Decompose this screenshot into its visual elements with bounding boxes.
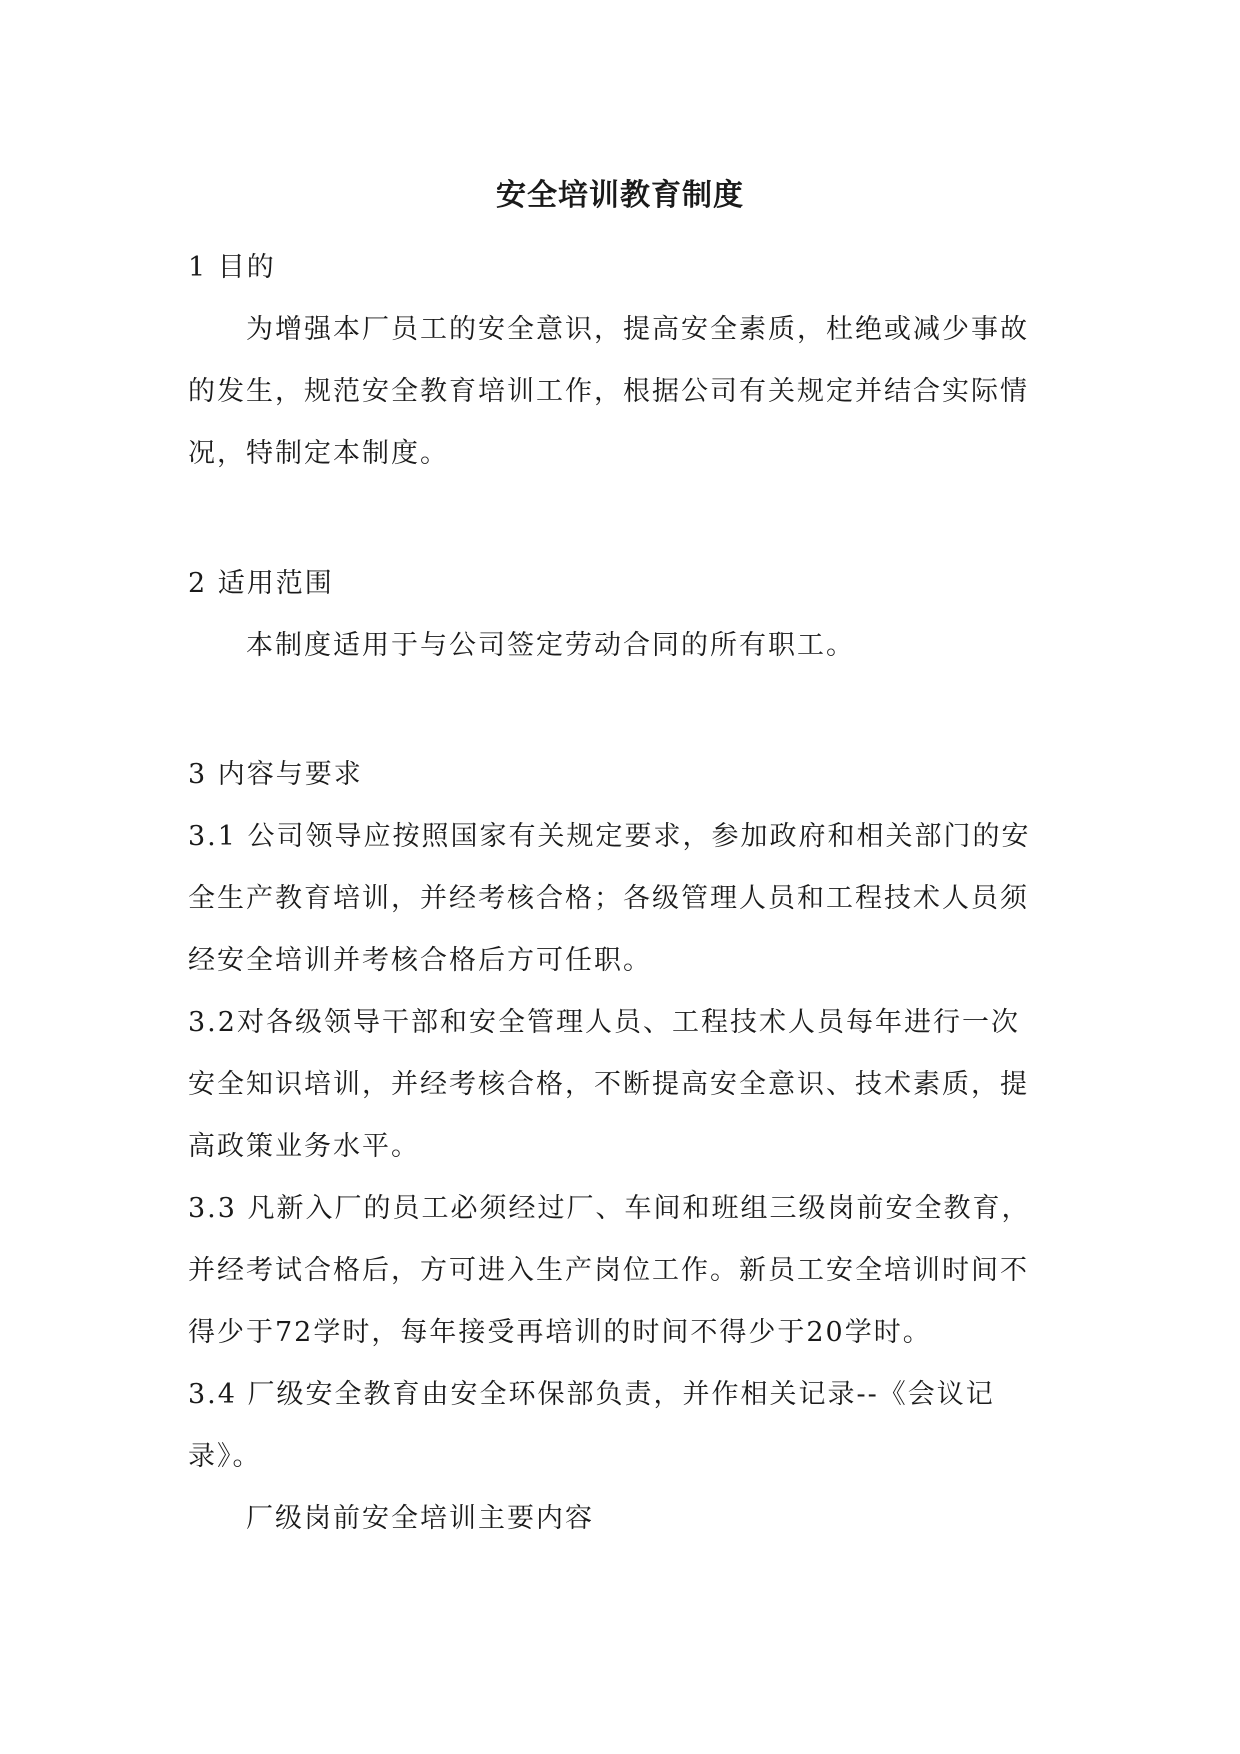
section-heading-purpose: 1 目的 [188,252,276,283]
section-heading-scope: 2 适用范围 [188,568,334,599]
paragraph-line: 况，特制定本制度。 [188,438,449,469]
clause-line: 高政策业务水平。 [188,1131,420,1162]
clause-line: 3.4 厂级安全教育由安全环保部负责，并作相关记录--《会议记 [188,1379,995,1410]
clause-line: 安全知识培训，并经考核合格，不断提高安全意识、技术素质，提 [188,1069,1029,1100]
clause-line: 并经考试合格后，方可进入生产岗位工作。新员工安全培训时间不 [188,1255,1029,1286]
clause-line: 录》。 [188,1441,262,1472]
clause-line: 3.2对各级领导干部和安全管理人员、工程技术人员每年进行一次 [188,1007,1020,1038]
paragraph-line: 的发生，规范安全教育培训工作，根据公司有关规定并结合实际情 [188,376,1029,407]
section-heading-content: 3 内容与要求 [188,759,363,790]
clause-line: 得少于72学时，每年接受再培训的时间不得少于20学时。 [188,1317,932,1348]
clause-line: 经安全培训并考核合格后方可任职。 [188,945,652,976]
paragraph-line: 为增强本厂员工的安全意识，提高安全素质，杜绝或减少事故 [246,314,1029,345]
document-title: 安全培训教育制度 [496,178,744,213]
clause-line: 3.1 公司领导应按照国家有关规定要求，参加政府和相关部门的安 [188,821,1031,852]
subheading-line: 厂级岗前安全培训主要内容 [246,1503,594,1534]
clause-line: 全生产教育培训，并经考核合格；各级管理人员和工程技术人员须 [188,883,1029,914]
clause-line: 3.3 凡新入厂的员工必须经过厂、车间和班组三级岗前安全教育， [188,1193,1031,1224]
paragraph-line: 本制度适用于与公司签定劳动合同的所有职工。 [246,630,855,661]
